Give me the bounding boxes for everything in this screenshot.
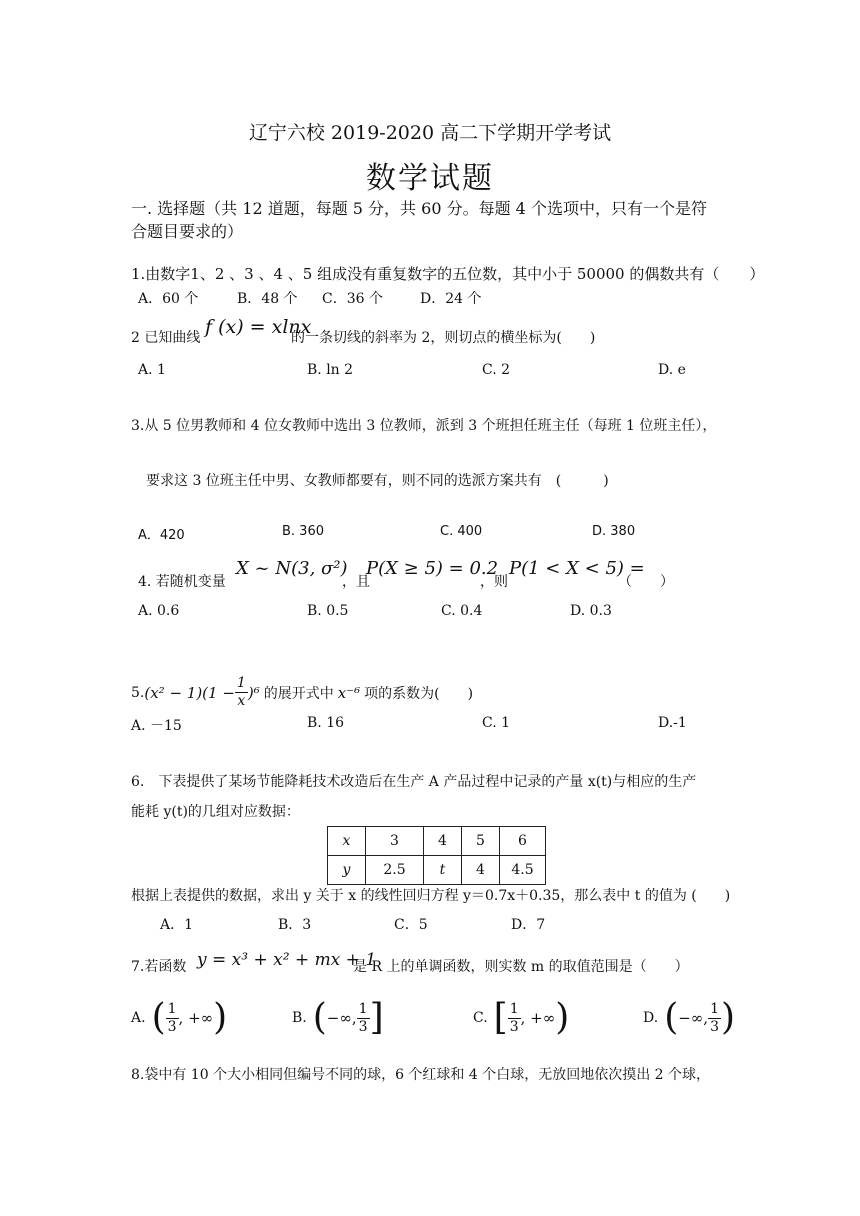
q4-option-b: B. 0.5 — [307, 603, 349, 619]
question-5-frac-denominator: x — [237, 693, 246, 709]
question-3-stem-line2: 要求这 3 位班主任中男、女教师都要有，则不同的选派方案共有 ( ) — [146, 473, 609, 489]
bracket: ( — [151, 997, 166, 1038]
denominator: 3 — [167, 1018, 177, 1035]
question-5-fraction — [235, 675, 248, 710]
q3-option-b: B. 360 — [282, 524, 324, 539]
q5-option-a: A. －15 — [131, 718, 182, 734]
q2-option-a: A. 1 — [138, 362, 166, 378]
table-cell: 4 — [462, 856, 500, 885]
table-cell: y — [328, 856, 366, 885]
q6-option-d: D．7 — [511, 917, 546, 933]
q1-option-b: B．48 个 — [237, 291, 298, 307]
question-4-stem-mid1: ，且 — [342, 574, 370, 590]
bracket: ) — [555, 997, 570, 1038]
q1-option-a: A．60 个 — [138, 291, 199, 307]
question-6-stem-line2: 能耗 y(t)的几组对应数据： — [131, 804, 300, 820]
table-row — [328, 856, 546, 885]
question-5-stem-mid: 的展开式中 — [263, 685, 334, 702]
denominator: 3 — [358, 1018, 368, 1035]
interval-rest: , +∞ — [520, 1009, 556, 1027]
table-cell: t — [424, 856, 462, 885]
option-label: C. — [473, 1010, 488, 1026]
question-5-formula-a: (x² − 1)(1 − — [144, 683, 235, 702]
q6-option-a: A．1 — [160, 917, 194, 933]
table-cell: x — [328, 827, 366, 856]
table-cell: 4.5 — [500, 856, 546, 885]
interval-lead: −∞, — [678, 1009, 709, 1027]
q6-option-c: C．5 — [394, 917, 428, 933]
bracket: [ — [493, 997, 508, 1038]
question-2-stem-post: 的一条切线的斜率为 2，则切点的横坐标为( ) — [291, 330, 596, 346]
section-heading-line2: 合题目要求的） — [131, 222, 244, 241]
q5-option-b: B. 16 — [307, 715, 345, 731]
q3-option-d: D. 380 — [592, 524, 636, 539]
denominator: 3 — [710, 1018, 719, 1035]
question-7-stem-pre: 7.若函数 — [131, 959, 187, 975]
q2-option-d: D. e — [658, 362, 686, 378]
question-5-stem — [131, 675, 473, 710]
numerator: 1 — [710, 1000, 719, 1017]
question-6-stem: 6. 下表提供了某场节能降耗技术改造后在生产 A 产品过程中记录的产量 x(t)与相应的生产 — [131, 774, 697, 790]
q6-option-b: B．3 — [278, 917, 312, 933]
bracket: ) — [213, 997, 228, 1038]
bracket: ( — [664, 997, 679, 1038]
question-4-stem-mid2: ，则 — [480, 574, 508, 590]
question-7-formula: y = x³ + x² + mx + 1 — [197, 950, 377, 970]
table-cell: 2.5 — [366, 856, 424, 885]
question-7-stem-post: 是 R 上的单调函数，则实数 m 的取值范围是（ ） — [353, 959, 689, 975]
numerator: 1 — [509, 1000, 519, 1017]
question-5-formula-b: )⁶ — [247, 683, 260, 702]
question-5-stem-post: 项的系数为( ) — [364, 685, 474, 702]
q4-option-d: D. 0.3 — [570, 603, 612, 619]
data-table — [327, 826, 546, 885]
question-2-formula: f (x) = xlnx — [205, 316, 312, 338]
q7-option-d — [643, 997, 736, 1038]
fraction — [508, 1001, 521, 1036]
question-4-stem-pre: 4. 若随机变量 — [138, 574, 226, 590]
table-cell: 4 — [424, 827, 462, 856]
question-5-number: 5. — [131, 684, 145, 701]
interval-rest: , +∞ — [178, 1009, 214, 1027]
q2-option-c: C. 2 — [482, 362, 511, 378]
bracket: ( — [312, 997, 327, 1038]
q4-option-a: A. 0.6 — [138, 603, 180, 619]
question-4-stem-post: （ ） — [618, 574, 674, 590]
question-4-formula-1: X ~ N(3, σ²) — [236, 558, 348, 579]
fraction — [357, 1001, 370, 1036]
question-3-stem: 3.从 5 位男教师和 4 位女教师中选出 3 位教师，派到 3 个班担任班主任（每班 1 位班主任）， — [131, 418, 717, 434]
question-5-frac-numerator: 1 — [236, 675, 246, 691]
question-4-formula-2: P(X ≥ 5) = 0.2 — [366, 558, 499, 579]
q3-option-c: C. 400 — [440, 524, 483, 539]
table-cell: 3 — [366, 827, 424, 856]
q1-option-d: D．24 个 — [420, 291, 482, 307]
q7-option-c — [473, 997, 570, 1038]
question-5-formula-c: x⁻⁶ — [337, 683, 361, 702]
bracket: ) — [721, 997, 736, 1038]
q5-option-c: C. 1 — [482, 715, 511, 731]
fraction — [166, 1001, 179, 1036]
table-cell: 6 — [500, 827, 546, 856]
q3-option-a: A．420 — [138, 528, 185, 543]
question-6-stem-line3: 根据上表提供的数据，求出 y 关于 x 的线性回归方程 y＝0.7x＋0.35，那么表中 t 的值为 ( ) — [131, 888, 731, 904]
subject-title: 数学试题 — [366, 161, 494, 196]
question-1-stem: 1.由数字1、2 、3 、4 、5 组成没有重复数字的五位数，其中小于 50000 的偶数共有（ ） — [131, 265, 765, 283]
section-heading-line1: 一. 选择题（共 12 道题，每题 5 分，共 60 分。每题 4 个选项中，只有一个是符 — [131, 199, 707, 218]
bracket: ] — [369, 997, 384, 1038]
numerator: 1 — [167, 1000, 177, 1017]
question-4-formula-3: P(1 < X < 5) = — [509, 558, 645, 579]
table-cell: 5 — [462, 827, 500, 856]
table-row — [328, 827, 546, 856]
denominator: 3 — [509, 1018, 519, 1035]
option-label: A. — [131, 1010, 146, 1026]
question-2-stem-pre: 2 已知曲线 — [131, 330, 201, 346]
fraction — [708, 1001, 721, 1036]
question-8-stem: 8.袋中有 10 个大小相同但编号不同的球，6 个红球和 4 个白球，无放回地依次摸出 2 个球， — [131, 1067, 711, 1083]
interval-lead: −∞, — [326, 1009, 357, 1027]
q1-option-c: C．36 个 — [322, 291, 383, 307]
q7-option-a — [131, 997, 228, 1038]
q7-option-b — [292, 997, 384, 1038]
q5-option-d: D.-1 — [658, 715, 687, 731]
exam-title: 辽宁六校 2019-2020 高二下学期开学考试 — [248, 122, 612, 144]
option-label: B. — [292, 1010, 307, 1026]
q2-option-b: B. ln 2 — [307, 362, 354, 378]
q4-option-c: C. 0.4 — [441, 603, 483, 619]
numerator: 1 — [358, 1000, 368, 1017]
option-label: D. — [643, 1010, 659, 1026]
